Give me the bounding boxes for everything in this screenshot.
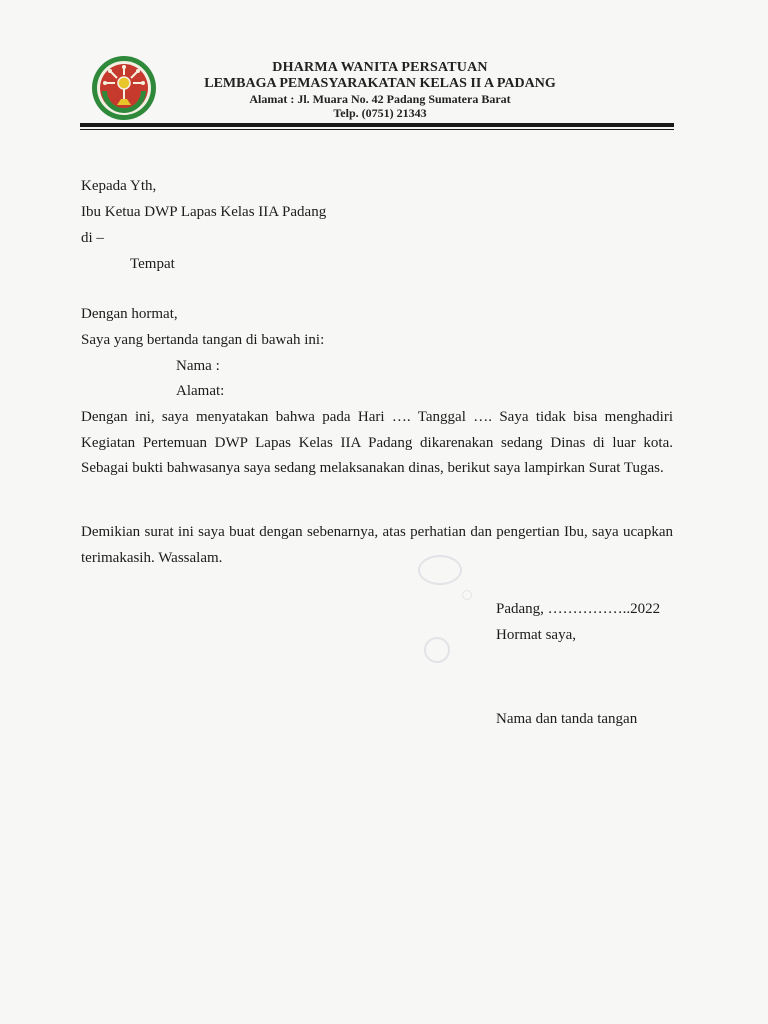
scan-smudge	[424, 637, 450, 663]
recipient-greeting: Kepada Yth,	[81, 178, 157, 194]
body-paragraph: Dengan ini, saya menyatakan bahwa pada Hari …. Tanggal …. Saya tidak bisa menghadiri Kegiatan Pertemuan DWP Lapas Kelas IIA Padang dikarenakan sedang Dinas di luar kota. Sebagai bukti bahwasanya saya sedang melaksanakan dinas, berikut saya lampirkan Surat Tugas.	[81, 409, 673, 476]
letterhead	[170, 60, 590, 120]
signature-place-date: Padang, ……………..2022	[496, 601, 661, 617]
intro-line: Saya yang bertanda tangan di bawah ini:	[81, 332, 325, 348]
dwp-emblem-icon	[91, 55, 157, 121]
field-address-label: Alamat:	[176, 383, 225, 399]
scan-smudge	[462, 590, 472, 600]
closing-paragraph: Demikian surat ini saya buat dengan sebenarnya, atas perhatian dan pengertian Ibu, saya ucapkan terimakasih. Wassalam.	[81, 524, 673, 566]
letterhead-phone: Telp. (0751) 21343	[333, 106, 427, 120]
field-name-label: Nama :	[176, 358, 220, 374]
signature-regards: Hormat saya,	[496, 627, 576, 643]
letterhead-divider-thick	[80, 123, 674, 127]
salutation: Dengan hormat,	[81, 306, 178, 322]
organization-name: DHARMA WANITA PERSATUAN	[272, 60, 488, 75]
signature-name-line: Nama dan tanda tangan	[496, 711, 638, 727]
letterhead-address: Alamat : Jl. Muara No. 42 Padang Sumatera Barat	[249, 92, 511, 106]
recipient-di: di –	[81, 230, 104, 246]
letterhead-divider-thin	[80, 129, 674, 130]
recipient-name: Ibu Ketua DWP Lapas Kelas IIA Padang	[81, 204, 327, 220]
scan-smudge	[418, 555, 462, 585]
recipient-place: Tempat	[130, 256, 175, 272]
institution-name: LEMBAGA PEMASYARAKATAN KELAS II A PADANG	[204, 76, 556, 91]
